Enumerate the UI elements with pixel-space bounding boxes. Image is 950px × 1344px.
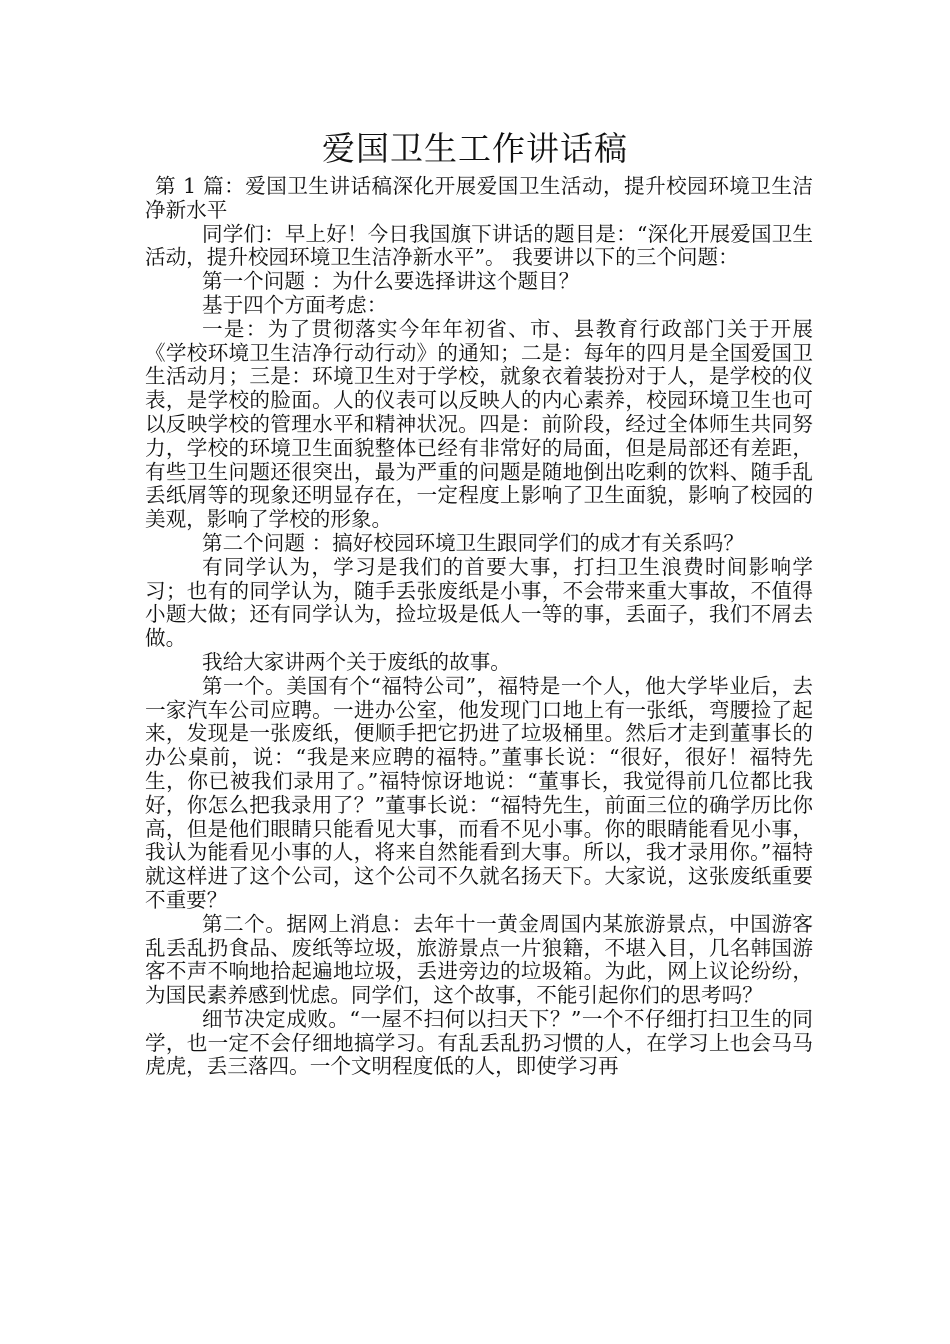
paragraph-story-one: 第一个。美国有个“福特公司”，福特是一个人，他大学毕业后，去一家汽车公司应聘。一进办公室，他发现门口地上有一张纸，弯腰捡了起来，发现是一张废纸，便顺手把它扔进了垃圾桶里。然后才走到董事长的办公桌前，说：“我是来应聘的福特。”董事长说：“很好，很好！福特先生，你已被我们录用了。”福特惊讶地说：“董事长，我觉得前几位都比我好，你怎么把我录用了？”董事长说：“福特先生，前面三位的确学历比你高，但是他们眼睛只能看见大事，而看不见小事。你的眼睛能看见小事，我认为能看见小事的人，将来自然能看到大事。所以，我才录用你。”福特就这样进了这个公司，这个公司不久就名扬天下。大家说，这张废纸重要不重要？ [145,673,813,912]
paragraph-two-stories: 我给大家讲两个关于废纸的故事。 [202,649,511,674]
paragraph-question-two: 第二个问题 ：搞好校园环境卫生跟同学们的成才有关系吗？ [202,530,744,555]
paragraph-story-two: 第二个。据网上消息：去年十一黄金周国内某旅游景点，中国游客乱丢乱扔食品、废纸等垃圾，旅游景点一片狼籍，不堪入目，几名韩国游客不声不响地拾起遍地垃圾，丢进旁边的垃圾箱。为此，网上议论纷纷，为国民素养感到忧虑。同学们，这个故事，不能引起你们的思考吗？ [145,911,813,1008]
article-subtitle: 第 1 篇：爱国卫生讲话稿深化开展爱国卫生活动，提升校园环境卫生洁净新水平 [145,174,813,222]
paragraph-greeting: 同学们：早上好！今日我国旗下讲话的题目是：“深化开展爱国卫生活动，提升校园环境卫生洁净新水平”。 我要讲以下的三个问题： [145,221,813,270]
paragraph-four-aspects: 基于四个方面考虑： [202,292,388,317]
paragraph-reasons: 一是：为了贯彻落实今年年初省、市、县教育行政部门关于开展《学校环境卫生洁净行动行动》的通知；二是：每年的四月是全国爱国卫生活动月；三是：环境卫生对于学校，就象衣着装扮对于人，是学校的仪表，是学校的脸面。人的仪表可以反映人的内心素养，校园环境卫生也可以反映学校的管理水平和精神状况。四是：前阶段，经过全体师生共同努力，学校的环境卫生面貌整体已经有非常好的局面，但是局部还有差距，有些卫生问题还很突出，最为严重的问题是随地倒出吃剩的饮料、随手乱丢纸屑等的现象还明显存在，一定程度上影响了卫生面貌，影响了校园的美观，影响了学校的形象。 [145,316,813,532]
paragraph-details-matter: 细节决定成败。“一屋不扫何以扫天下？”一个不仔细打扫卫生的同学，也一定不会仔细地搞学习。有乱丢乱扔习惯的人，在学习上也会马马虎虎，丢三落四。一个文明程度低的人，即使学习再 [145,1006,813,1079]
document-body [145,175,813,1079]
document-title: 爱国卫生工作讲话稿 [322,129,628,168]
paragraph-question-one: 第一个问题 ：为什么要选择讲这个题目？ [202,269,580,294]
paragraph-student-views: 有同学认为，学习是我们的首要大事，打扫卫生浪费时间影响学习；也有的同学认为，随手丢张废纸是小事，不会带来重大事故，不值得小题大做；还有同学认为，捡垃圾是低人一等的事，丢面子，我们不屑去做。 [145,554,813,651]
